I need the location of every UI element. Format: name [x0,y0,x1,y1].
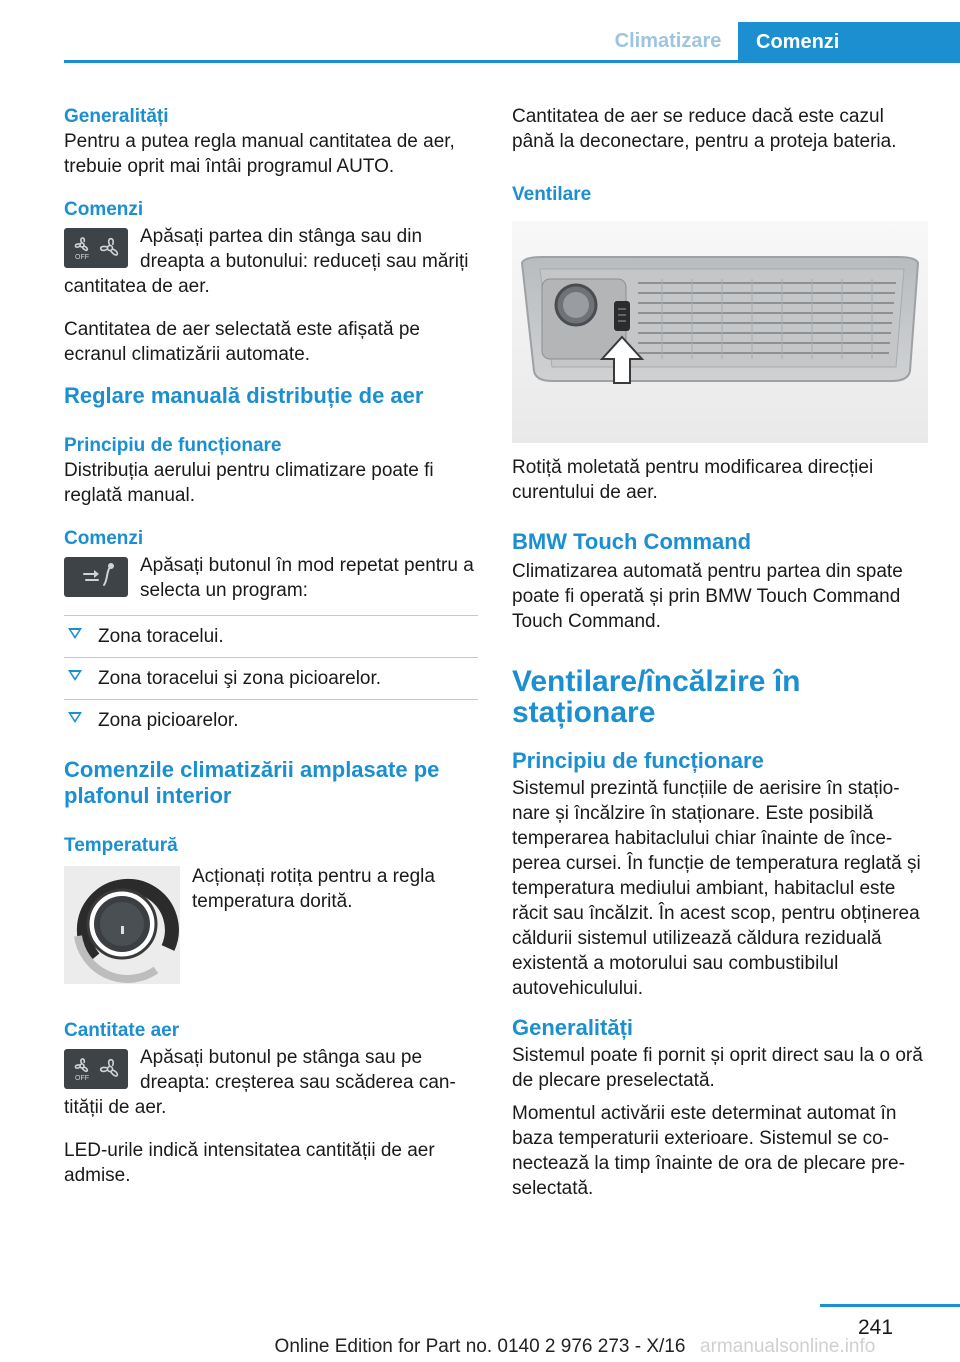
svg-text:OFF: OFF [75,254,89,261]
comenzi2-text: Apăsați butonul în mod repetat pentru a selecta un program: [140,555,474,601]
heading-ventilare: Ventilare [512,184,592,205]
vent-photo [512,221,928,443]
temperatura-text: Acționați rotița pentru a regla temperatura dorită. [192,866,435,912]
generalitati-right-text: Sistemul poate fi pornit și oprit direct sau la o oră de plecare preselectată. [512,1045,923,1091]
battery-text: Cantitatea de aer se reduce dacă este cazul până la deconectare, pentru a proteja bateria. [512,106,897,152]
list-item: Zona toracelui şi zona picioarelor. [64,666,478,700]
heading-comenzi: Comenzi [64,199,144,220]
watermark: armanualsonline.info [700,1336,876,1357]
list-item: Zona picioarelor. [64,708,478,741]
vent-caption: Rotiță moletată pentru modificarea direcției curentului de aer. [512,457,874,503]
distribution-button-block [64,553,478,603]
heading-ventilare-incalzire: Ventilare/încălzire în staționare [512,665,801,729]
air-distribution-button-icon [64,557,128,597]
fan-button-block [64,224,478,299]
comenzi-text2: Cantitatea de aer selectată este afișată pe ecranul climatizării automate. [64,319,420,365]
heading-temperatura: Temperatură [64,835,178,856]
list-item: Zona toracelui. [64,624,478,658]
heading-generalitati: Generalități [64,106,169,127]
temperature-knob-image [64,866,180,984]
heading-principiu: Principiu de funcționare [64,435,282,456]
air-quantity-block [64,1045,478,1120]
heading-bmw-touch-command: BMW Touch Command [512,529,752,554]
heading-reglare-manuala: Reglare manuală distribuție de aer [64,383,424,408]
program-list [64,624,478,741]
footer-rule [820,1304,960,1307]
left-column [64,104,478,1188]
generalitati-text: Pentru a putea regla manual cantitatea de aer, trebuie oprit mai întâi programul AUTO. [64,131,455,177]
heading-cantitate-aer: Cantitate aer [64,1020,180,1041]
svg-text:OFF: OFF [75,1075,89,1082]
header-section-tab: Climatizare [614,30,722,52]
edition-text: Online Edition for Part no. 0140 2 976 273 - X/16 [274,1336,686,1357]
right-column [512,104,930,1201]
heading-comenzi-2: Comenzi [64,528,144,549]
temperature-block [64,864,478,1006]
generalitati-right-text2: Momentul activării este determinat automat în baza temperaturii exterioare. Sistemul se conectează la timp înainte de ora de plecare preselectată. [512,1103,905,1199]
heading-comenzile-plafon: Comenzile climatizării amplasate pe plafonul interior [64,757,440,808]
triangle-bullet-icon [68,670,82,681]
heading-principiu-right: Principiu de funcționare [512,748,764,773]
cantitate-aer-text: Apăsați butonul pe stânga sau pe dreapta: creșterea sau scăderea cantității de aer. [64,1047,456,1118]
cantitate-aer-text2: LED-urile indică intensitatea cantității de aer admise. [64,1140,435,1186]
triangle-bullet-icon [68,628,82,639]
principiu-text: Distribuția aerului pentru climatizare poate fi reglată manual. [64,460,434,506]
header-rule [64,60,960,63]
header-chapter-tab: Comenzi [738,22,960,63]
comenzi-text: Apăsați partea din stânga sau din dreapta a butonului: reduceți sau măriți cantitatea de aer. [64,226,469,297]
heading-generalitati-right: Generalități [512,1015,634,1040]
fan-speed-button-icon-2 [64,1049,128,1089]
fan-speed-button-icon [64,228,128,268]
page-number: 241 [858,1316,894,1339]
principiu-right-text: Sistemul prezintă funcțiile de aerisire în staționare și încălzire în staționare. Este posibilă temperarea habitaclului chiar înainte de începerea cursei. În funcție de temperatura reglată și temperatura mediului ambiant, habitaclul este răcit sau încălzit. În acest scop, pentru obținerea căldurii sistemul utilizează căldura reziduală existentă a motorului sau combustibilul autovehiculului. [512,778,921,999]
triangle-bullet-icon [68,712,82,723]
bmw-touch-text: Climatizarea automată pentru partea din spate poate fi operată și prin BMW Touch Command Touch Command. [512,561,903,632]
